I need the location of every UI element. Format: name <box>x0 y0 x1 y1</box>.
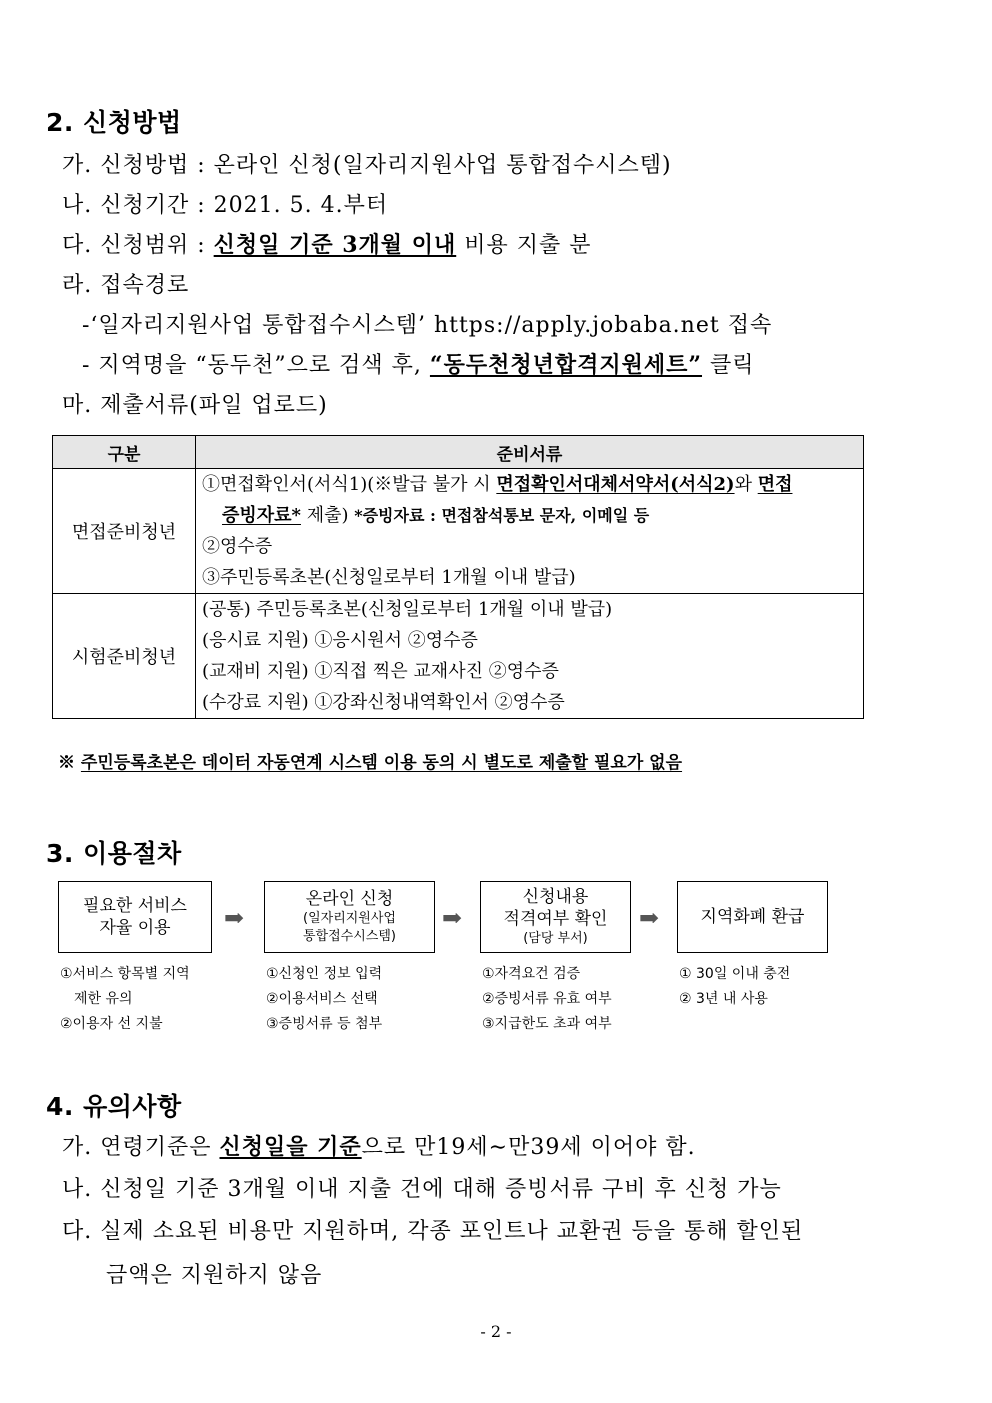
step4-line1: 지역화폐 환급 <box>700 907 805 927</box>
route1-suffix: 접속 <box>719 313 773 338</box>
documents-table <box>52 435 864 719</box>
step1-details <box>60 962 190 1037</box>
step3-line1: 신청내용 <box>522 887 589 907</box>
scope-prefix: 다. 신청범위 : <box>62 233 214 258</box>
step2-details <box>266 962 382 1037</box>
row2-docs <box>196 594 864 719</box>
scope-suffix: 비용 지출 분 <box>456 233 592 258</box>
step1-line2: 자율 이용 <box>99 918 171 938</box>
item-ra-route: 라. 접속경로 <box>62 273 190 298</box>
arrow-right-icon: ➡ <box>442 904 463 932</box>
row2-category: 시험준비청년 <box>53 594 196 719</box>
row2-line: (응시료 지원) ①응시원서 ②영수증 <box>202 630 478 651</box>
table-header-row <box>53 436 864 469</box>
jobaba-url[interactable]: https://apply.jobaba.net <box>433 313 720 338</box>
row1-l1-a: ①면접확인서(서식1)(※발급 불가 시 <box>202 474 497 495</box>
notice-da-1: 다. 실제 소요된 비용만 지원하며, 각종 포인트나 교환권 등을 통해 할인된 <box>62 1219 804 1244</box>
detail-line: ③지급한도 초과 여부 <box>482 1016 612 1032</box>
resident-register-note <box>58 748 682 773</box>
step2-sub2: 통합접수시스템) <box>303 929 396 944</box>
route2-bold: “동두천청년합격지원세트” <box>429 352 703 378</box>
row1-l1-b: 면접확인서대체서약서(서식2) <box>496 474 735 495</box>
row1-l1-c: 와 <box>734 474 758 495</box>
step-2-box <box>264 881 435 953</box>
table-header-docs: 준비서류 <box>196 436 864 469</box>
item-da-scope <box>62 228 591 259</box>
step4-details <box>679 962 790 1012</box>
note-mark: ※ <box>58 753 81 773</box>
row1-l1-d: 면접 <box>757 474 793 495</box>
row1-line1 <box>202 469 857 500</box>
item-ga-method: 가. 신청방법 : 온라인 신청(일자리지원사업 통합접수시스템) <box>62 153 672 178</box>
step-4-box <box>677 881 828 953</box>
notice-na: 나. 신청일 기준 3개월 이내 지출 건에 대해 증빙서류 구비 후 신청 가능 <box>62 1177 782 1202</box>
note-text: 주민등록초본은 데이터 자동연계 시스템 이용 동의 시 별도로 제출할 필요가 없음 <box>80 753 683 773</box>
row1-category: 면접준비청년 <box>53 469 196 594</box>
row1-line4: ③주민등록초본(신청일로부터 1개월 이내 발급) <box>202 567 576 588</box>
step-3-box <box>480 881 631 953</box>
notice-ga <box>62 1130 696 1161</box>
detail-line: ②이용자 선 지불 <box>60 1016 163 1032</box>
step3-sub1: (담당 부서) <box>523 931 588 946</box>
detail-line: ①자격요건 검증 <box>482 966 581 982</box>
row2-line: (공통) 주민등록초본(신청일로부터 1개월 이내 발급) <box>202 599 613 620</box>
step-1-box <box>58 881 212 953</box>
row1-line2 <box>202 500 857 531</box>
step3-details <box>482 962 612 1037</box>
route-line-1 <box>82 308 772 339</box>
route-line-2 <box>82 348 755 379</box>
row2-line: (수강료 지원) ①강좌신청내역확인서 ②영수증 <box>202 692 565 713</box>
row1-docs <box>196 469 864 594</box>
detail-line: ① 30일 이내 충전 <box>679 966 791 982</box>
row1-l2-b: 제출) <box>300 505 355 526</box>
table-row <box>53 594 864 719</box>
route2-prefix: - 지역명을 “동두천”으로 검색 후, <box>82 353 430 378</box>
row1-l2-a: 증빙자료* <box>222 505 301 526</box>
route2-suffix: 클릭 <box>702 353 755 378</box>
section2-heading: 2. 신청방법 <box>46 108 182 137</box>
notice-da-2: 금액은 지원하지 않음 <box>106 1263 323 1288</box>
detail-line: ② 3년 내 사용 <box>679 991 768 1007</box>
row1-line3: ②영수증 <box>202 536 273 557</box>
item-na-period: 나. 신청기간 : 2021. 5. 4.부터 <box>62 193 389 218</box>
step3-line2: 적격여부 확인 <box>503 909 608 929</box>
notice-ga-suffix: 으로 만19세∼만39세 이어야 함. <box>361 1135 696 1160</box>
section3-heading: 3. 이용절차 <box>46 839 182 868</box>
scope-bold: 신청일 기준 3개월 이내 <box>213 232 457 258</box>
row2-line: (교재비 지원) ①직접 찍은 교재사진 ②영수증 <box>202 661 559 682</box>
detail-line: ①신청인 정보 입력 <box>266 966 383 982</box>
table-row <box>53 469 864 594</box>
arrow-right-icon: ➡ <box>224 904 245 932</box>
row1-l2-c: *증빙자료 : 면접참석통보 문자, 이메일 등 <box>354 506 650 525</box>
route1-prefix: -‘일자리지원사업 통합접수시스템’ <box>82 313 434 338</box>
notice-ga-bold: 신청일을 기준 <box>219 1134 362 1160</box>
page-number: - 2 - <box>480 1322 512 1341</box>
step2-sub1: (일자리지원사업 <box>303 911 396 926</box>
detail-line: ②이용서비스 선택 <box>266 991 378 1007</box>
detail-line: 제한 유의 <box>74 991 133 1007</box>
item-ma-docs: 마. 제출서류(파일 업로드) <box>62 393 328 418</box>
step1-line1: 필요한 서비스 <box>83 896 187 916</box>
arrow-right-icon: ➡ <box>639 904 660 932</box>
detail-line: ①서비스 항목별 지역 <box>60 966 190 982</box>
notice-ga-prefix: 가. 연령기준은 <box>62 1135 220 1160</box>
detail-line: ③증빙서류 등 첨부 <box>266 1016 383 1032</box>
table-header-category: 구분 <box>53 436 196 469</box>
detail-line: ②증빙서류 유효 여부 <box>482 991 612 1007</box>
step2-line1: 온라인 신청 <box>305 889 394 909</box>
section4-heading: 4. 유의사항 <box>46 1092 182 1121</box>
